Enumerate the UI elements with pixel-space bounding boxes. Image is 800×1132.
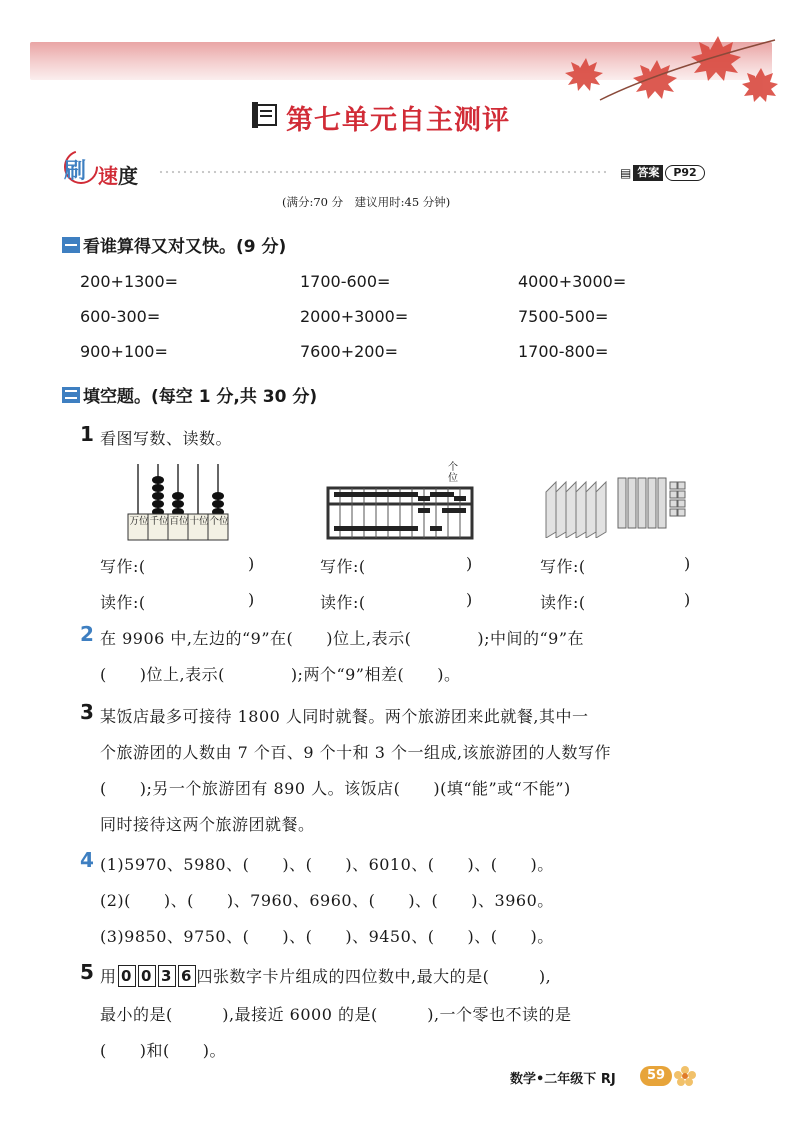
question-text: 在 9906 中,左边的“9”在( )位上,表示( );中间的“9”在 xyxy=(100,629,585,648)
question-text: ( )和( )。 xyxy=(100,1041,226,1060)
calc-item: 1700-600= xyxy=(300,272,391,291)
question-text: (2)( )、( )、7960、6960、( )、( )、3960。 xyxy=(100,891,554,910)
section-one-icon xyxy=(62,237,80,253)
place-label: 百位 xyxy=(169,516,189,527)
question-number: 5 xyxy=(80,960,94,984)
question-text: ( )位上,表示( );两个“9”相差( )。 xyxy=(100,665,461,684)
calc-item: 2000+3000= xyxy=(300,307,409,326)
calc-item: 200+1300= xyxy=(80,272,179,291)
question-number: 4 xyxy=(80,848,94,872)
write-close: ) xyxy=(248,554,255,573)
question-number: 2 xyxy=(80,622,94,646)
flower-icon xyxy=(670,1062,700,1088)
brush-char: 刷 xyxy=(64,159,87,184)
write-label: 写作:( xyxy=(540,557,586,576)
digit-card: 0 xyxy=(138,965,156,987)
question-number: 1 xyxy=(80,422,94,446)
place-label: 千位 xyxy=(149,516,169,527)
page-title: 第七单元自主测评 xyxy=(286,105,510,136)
place-label: 个位 xyxy=(209,516,229,527)
read-close: ) xyxy=(466,590,473,609)
question-prefix: 用 xyxy=(100,967,117,986)
abacus-image xyxy=(326,486,476,542)
answer-label: 答案 xyxy=(633,165,663,181)
digit-card: 3 xyxy=(158,965,176,987)
question-text: ( );另一个旅游团有 890 人。该饭店( )(填“能”或“不能”) xyxy=(100,779,571,798)
calc-item: 7600+200= xyxy=(300,342,399,361)
question-rest: 四张数字卡片组成的四位数中,最大的是( ), xyxy=(196,967,552,986)
calc-item: 900+100= xyxy=(80,342,168,361)
digit-card: 0 xyxy=(118,965,136,987)
read-label: 读作:( xyxy=(320,593,366,612)
scroll-icon xyxy=(252,102,280,128)
answer-page: P92 xyxy=(665,165,704,181)
answer-icon: ▤ xyxy=(620,166,632,180)
place-label: 十位 xyxy=(189,516,209,527)
calc-item: 1700-800= xyxy=(518,342,609,361)
section-two-icon xyxy=(62,387,80,403)
read-close: ) xyxy=(684,590,691,609)
write-label: 写作:( xyxy=(100,557,146,576)
question-text: 看图写数、读数。 xyxy=(100,429,233,448)
calc-item: 4000+3000= xyxy=(518,272,627,291)
question-text: 同时接待这两个旅游团就餐。 xyxy=(100,815,315,834)
abacus-ones-label: 个位 xyxy=(448,462,458,484)
question-text: 某饭店最多可接待 1800 人同时就餐。两个旅游团来此就餐,其中一 xyxy=(100,707,589,726)
answer-reference xyxy=(620,164,705,182)
write-close: ) xyxy=(466,554,473,573)
digit-card: 6 xyxy=(178,965,196,987)
question-text: 个旅游团的人数由 7 个百、9 个十和 3 个一组成,该旅游团的人数写作 xyxy=(100,743,612,762)
section-2-title xyxy=(62,382,317,407)
counting-frame-image xyxy=(120,462,240,542)
write-label: 写作:( xyxy=(320,557,366,576)
read-label: 读作:( xyxy=(100,593,146,612)
counting-frame-labels xyxy=(129,516,229,527)
write-close: ) xyxy=(684,554,691,573)
read-close: ) xyxy=(248,590,255,609)
degree-char: 度 xyxy=(118,164,138,188)
blocks-image xyxy=(542,472,692,538)
question-text: (3)9850、9750、( )、( )、9450、( )、( )。 xyxy=(100,927,554,946)
calc-item: 7500-500= xyxy=(518,307,609,326)
section-1-label: 看谁算得又对又快。(9 分) xyxy=(83,237,287,257)
footer-subject: 数学•二年级下 RJ xyxy=(510,1072,616,1087)
section-1-title xyxy=(62,232,286,257)
section-2-label: 填空题。(每空 1 分,共 30 分) xyxy=(83,387,318,407)
speed-char: 速 xyxy=(98,164,118,188)
maple-leaves-decoration xyxy=(540,30,780,110)
calc-item: 600-300= xyxy=(80,307,161,326)
speed-label xyxy=(98,160,138,189)
dotted-rule xyxy=(158,168,606,178)
question-text: (1)5970、5980、( )、( )、6010、( )、( )。 xyxy=(100,855,554,874)
question-number: 3 xyxy=(80,700,94,724)
place-label: 万位 xyxy=(129,516,149,527)
question-text xyxy=(100,964,551,987)
read-label: 读作:( xyxy=(540,593,586,612)
test-meta: (满分:70 分 建议用时:45 分钟) xyxy=(282,195,451,209)
question-text: 最小的是( ),最接近 6000 的是( ),一个零也不读的是 xyxy=(100,1005,572,1024)
page-number: 59 xyxy=(640,1066,672,1086)
